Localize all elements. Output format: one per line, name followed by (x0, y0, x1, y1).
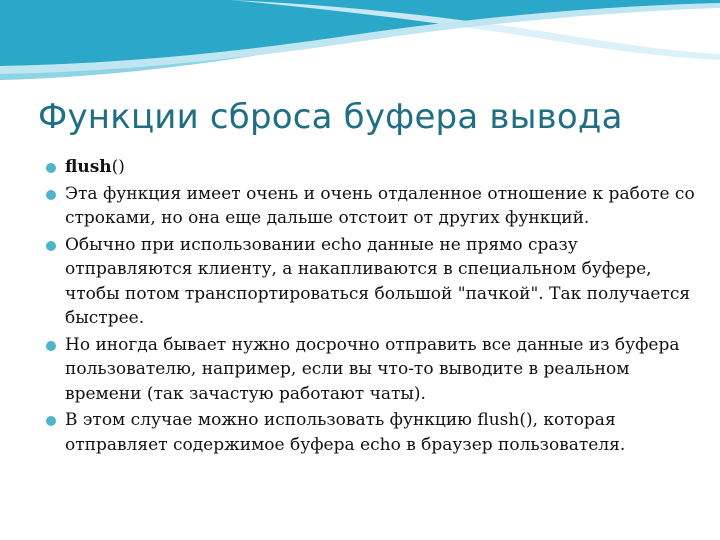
bullet-list (46, 155, 696, 459)
bullet-icon (46, 416, 56, 426)
bullet-text: В этом случае можно использовать функцию flush(), которая отправляет содержимое буфера echo в браузер пользователя. (65, 410, 626, 455)
bullet-icon (46, 241, 56, 251)
bullet-icon (46, 163, 56, 173)
bullet-item (46, 233, 696, 331)
bullet-text: Но иногда бывает нужно досрочно отправить все данные из буфера пользователю, например, если вы что-то выводите в реальном времени (так зачастую работают чаты). (65, 334, 680, 404)
bullet-icon (46, 341, 56, 351)
bullet-bold-text: flush (65, 157, 112, 177)
bullet-text: () (111, 157, 125, 177)
header-wave-decoration (0, 0, 720, 90)
slide-title: Функции сброса буфера вывода (38, 97, 623, 137)
bullet-text: Эта функция имеет очень и очень отдаленное отношение к работе со строками, но она еще дальше отстоит от других функций. (65, 183, 695, 228)
bullet-item (46, 182, 696, 231)
bullet-item (46, 333, 696, 407)
bullet-icon (46, 190, 56, 200)
bullet-item (46, 155, 696, 180)
bullet-text: Обычно при использовании echo данные не прямо сразу отправляются клиенту, а накапливаются в специальном буфере, чтобы потом транспортироваться большой "пачкой". Так получается быстрее. (65, 234, 691, 328)
bullet-item (46, 408, 696, 457)
